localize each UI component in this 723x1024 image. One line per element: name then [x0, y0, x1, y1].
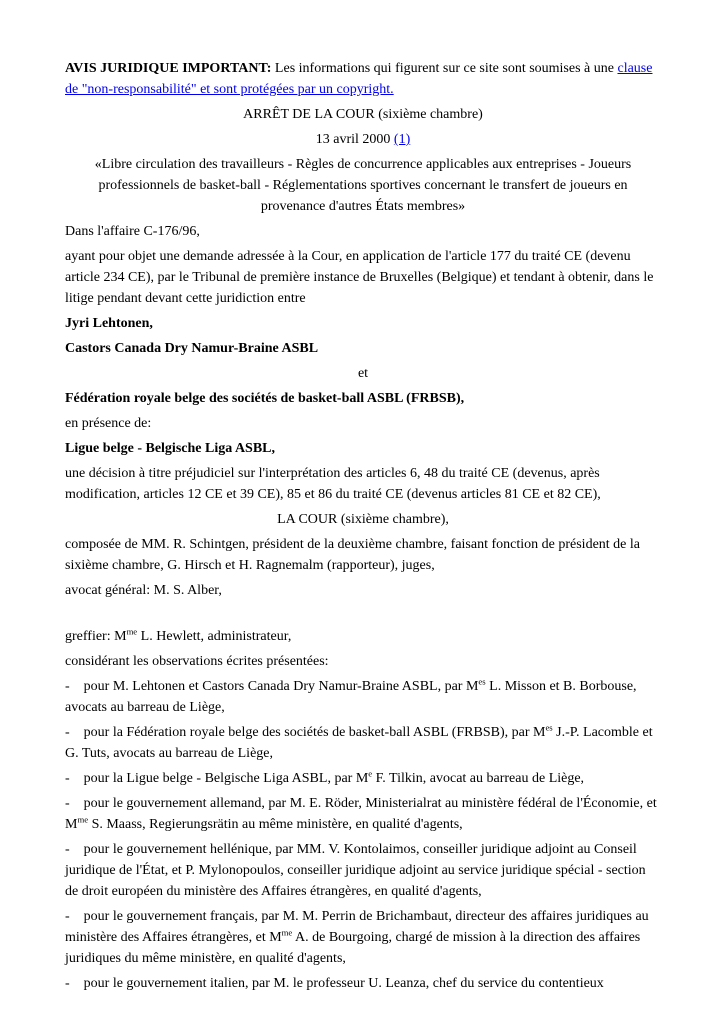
- observation-item: [65, 722, 661, 764]
- request-paragraph: ayant pour objet une demande adressée à la Cour, en application de l'article 177 du traité CE (devenu article 234 CE), par le Tribunal de première instance de Bruxelles (Belgique) et tendant à obtenir, dans le litige pendant devant cette juridiction entre: [65, 249, 654, 306]
- observation-item: [65, 793, 661, 835]
- and-separator: et: [357, 366, 369, 381]
- observation-text: - pour la Fédération royale belge des sociétés de basket-ball ASBL (FRBSB), par M: [65, 725, 546, 740]
- registrar-text: greffier: M: [65, 629, 127, 644]
- observations-list: [65, 676, 661, 994]
- intervener-name: Ligue belge - Belgische Liga ASBL,: [65, 441, 276, 456]
- observation-text: F. Tilkin, avocat au barreau de Liège,: [372, 771, 585, 786]
- superscript-abbrev: me: [126, 626, 138, 637]
- in-presence-of: en présence de:: [65, 416, 152, 431]
- case-number: Dans l'affaire C-176/96,: [65, 224, 200, 239]
- observation-text: - pour le gouvernement hellénique, par MM. V. Kontolaimos, conseiller juridique adjoint au Conseil juridique de l'État, et P. Mylonopoulos, conseiller juridique adjoint au service juridique spécial - section de droit européen du ministère des Affaires étrangères, en qualité d'agents,: [65, 842, 646, 899]
- legal-notice: [65, 58, 661, 100]
- advocate-general: avocat général: M. S. Alber,: [65, 583, 222, 598]
- observation-text: L. Misson et B. Borbouse, avocats au barreau de Liège,: [65, 679, 637, 715]
- superscript-abbrev: e: [368, 768, 373, 779]
- keywords-summary: «Libre circulation des travailleurs - Règles de concurrence applicables aux entreprises - Joueurs professionnels de basket-ball - Réglementations sportives concernant le transfert de joueurs en provenance d'autres États membres»: [94, 157, 632, 214]
- observation-text: S. Maass, Regierungsrätin au même ministère, en qualité d'agents,: [88, 817, 463, 832]
- superscript-abbrev: me: [281, 927, 293, 938]
- observation-text: - pour le gouvernement italien, par M. le professeur U. Leanza, chef du service du contentieux: [65, 976, 604, 991]
- judgment-title: ARRÊT DE LA COUR (sixième chambre): [243, 107, 483, 122]
- applicant-club: Castors Canada Dry Namur-Braine ASBL: [65, 341, 319, 356]
- blank-line: [65, 605, 661, 626]
- preliminary-ruling-paragraph: une décision à titre préjudiciel sur l'interprétation des articles 6, 48 du traité CE (devenus, après modification, articles 12 CE et 39 CE), 85 et 86 du traité CE (devenus articles 81 CE et 82 CE),: [65, 466, 601, 502]
- footnote-1-link[interactable]: (1): [393, 132, 411, 147]
- observation-item: [65, 906, 661, 969]
- observation-item: [65, 768, 661, 789]
- observation-text: - pour le gouvernement allemand, par M. E. Röder, Ministerialrat au ministère fédéral de l'Économie, et M: [65, 796, 657, 832]
- registrar-text-end: L. Hewlett, administrateur,: [137, 629, 292, 644]
- legal-notice-text: Les informations qui figurent sur ce site sont soumises à une: [271, 61, 618, 76]
- observation-item: [65, 973, 661, 994]
- observation-text: J.-P. Lacomble et G. Tuts, avocats au barreau de Liège,: [65, 725, 653, 761]
- superscript-abbrev: es: [545, 722, 553, 733]
- disclaimer-link[interactable]: clause de "non-responsabilité" et sont protégées par un copyright.: [65, 61, 653, 97]
- observations-intro: considérant les observations écrites présentées:: [65, 654, 329, 669]
- observation-item: [65, 676, 661, 718]
- observation-text: - pour la Ligue belge - Belgische Liga ASBL, par M: [65, 771, 369, 786]
- observation-text: - pour le gouvernement français, par M. M. Perrin de Brichambaut, directeur des affaires juridiques au ministère des Affaires étrangères, et M: [65, 909, 649, 945]
- observation-text: A. de Bourgoing, chargé de mission à la direction des affaires juridiques du même ministère, en qualité d'agents,: [65, 930, 641, 966]
- judgment-date: 13 avril 2000: [315, 132, 394, 147]
- observation-item: [65, 839, 661, 902]
- observation-text: - pour M. Lehtonen et Castors Canada Dry Namur-Braine ASBL, par M: [65, 679, 479, 694]
- superscript-abbrev: me: [77, 814, 89, 825]
- registrar-line: [65, 626, 661, 647]
- judgment-date-line: [65, 129, 661, 150]
- court-heading: LA COUR (sixième chambre),: [277, 512, 449, 527]
- applicant-name: Jyri Lehtonen,: [65, 316, 153, 331]
- superscript-abbrev: es: [478, 676, 486, 687]
- legal-notice-label: AVIS JURIDIQUE IMPORTANT:: [65, 61, 272, 76]
- defendant-name: Fédération royale belge des sociétés de basket-ball ASBL (FRBSB),: [65, 391, 465, 406]
- court-composition: composée de MM. R. Schintgen, président de la deuxième chambre, faisant fonction de président de la sixième chambre, G. Hirsch et H. Ragnemalm (rapporteur), juges,: [65, 537, 640, 573]
